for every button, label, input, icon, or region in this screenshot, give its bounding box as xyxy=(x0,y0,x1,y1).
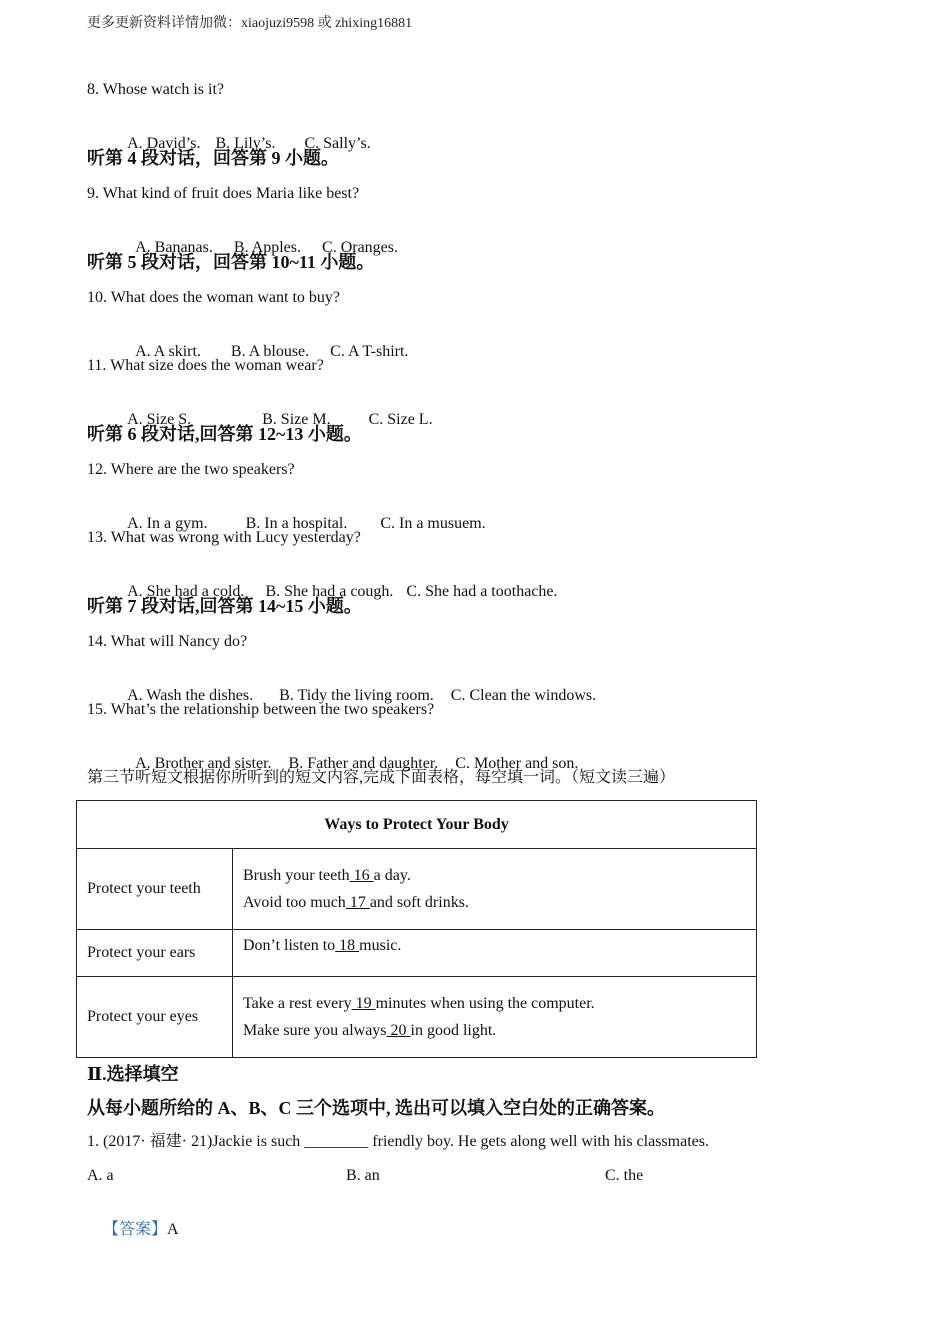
option-c: C. A T-shirt. xyxy=(330,343,409,360)
practice-option-c: C. the xyxy=(605,1167,644,1184)
option-b: B. Father and daughter. xyxy=(288,755,439,772)
row-label-eyes: Protect your eyes xyxy=(77,977,233,1058)
option-c: C. Mother and son. xyxy=(455,755,579,772)
answer-value: A xyxy=(167,1221,179,1238)
option-a: A. Wash the dishes. xyxy=(127,687,254,704)
question-13: 13. What was wrong with Lucy yesterday? xyxy=(87,529,361,546)
option-b: B. Size M. xyxy=(262,411,331,428)
section-5-heading: 听第 5 段对话，回答第 10~11 小题。 xyxy=(87,252,375,272)
question-12: 12. Where are the two speakers? xyxy=(87,461,295,478)
option-b: B. In a hospital. xyxy=(245,515,348,532)
blank-19: 19 xyxy=(351,994,376,1012)
row-content-teeth: Brush your teeth 16 a day. Avoid too much 17 and soft drinks. xyxy=(233,849,757,930)
option-c: C. Oranges. xyxy=(322,239,398,256)
question-11: 11. What size does the woman wear? xyxy=(87,357,324,374)
option-c: C. Sally’s. xyxy=(304,135,371,152)
option-a: A. She had a cold. xyxy=(127,583,245,600)
option-b: B. She had a cough. xyxy=(265,583,394,600)
option-a: A. A skirt. xyxy=(135,343,201,360)
option-c: C. She had a toothache. xyxy=(406,583,558,600)
option-c: C. Clean the windows. xyxy=(450,687,597,704)
section-4-heading: 听第 4 段对话，回答第 9 小题。 xyxy=(87,148,339,168)
row-content-eyes: Take a rest every 19 minutes when using the computer. Make sure you always 20 in good light. xyxy=(233,977,757,1058)
part-2-instructions: 从每小题所给的 A、B、C 三个选项中, 选出可以填入空白处的正确答案。 xyxy=(87,1098,666,1118)
question-9: 9. What kind of fruit does Maria like best? xyxy=(87,185,360,202)
practice-option-a: A. a xyxy=(87,1167,114,1184)
option-c: C. Size L. xyxy=(368,411,433,428)
blank-18: 18 xyxy=(335,936,360,954)
blank-20: 20 xyxy=(386,1021,411,1039)
option-a: A. Bananas. xyxy=(135,239,213,256)
row-label-ears: Protect your ears xyxy=(77,930,233,977)
option-a: A. Brother and sister. xyxy=(135,755,272,772)
practice-question-1: 1. (2017· 福建· 21)Jackie is such ________ friendly boy. He gets along well with his classmates. xyxy=(87,1133,709,1150)
option-b: B. Tidy the living room. xyxy=(279,687,434,704)
option-b: B. Apples. xyxy=(233,239,302,256)
question-10: 10. What does the woman want to buy? xyxy=(87,289,340,306)
option-b: B. Lily’s. xyxy=(215,135,276,152)
answer-label: 【答案】 xyxy=(103,1221,168,1238)
page-header: 更多更新资料详情加微：xiaojuzi9598 或 zhixing16881 xyxy=(87,16,413,31)
question-15: 15. What’s the relationship between the two speakers? xyxy=(87,701,435,718)
option-a: A. In a gym. xyxy=(127,515,208,532)
blank-16: 16 xyxy=(349,866,374,884)
blank-17: 17 xyxy=(345,893,370,911)
ways-table xyxy=(76,800,757,1058)
option-c: C. In a musuem. xyxy=(380,515,486,532)
practice-option-b: B. an xyxy=(346,1167,380,1184)
section-7-heading: 听第 7 段对话,回答第 14~15 小题。 xyxy=(87,596,362,616)
question-8: 8. Whose watch is it? xyxy=(87,81,225,98)
section-3-instructions: 第三节听短文根据你所听到的短文内容,完成下面表格，每空填一词。（短文读三遍） xyxy=(87,769,676,786)
option-a: A. David’s. xyxy=(127,135,201,152)
section-6-heading: 听第 6 段对话,回答第 12~13 小题。 xyxy=(87,424,362,444)
answer-line xyxy=(87,1200,179,1260)
option-a: A. Size S. xyxy=(127,411,192,428)
table-title: Ways to Protect Your Body xyxy=(77,801,757,849)
part-2-title: Ⅱ.选择填空 xyxy=(87,1064,179,1084)
row-content-ears: Don’t listen to 18 music. xyxy=(233,930,757,977)
question-14: 14. What will Nancy do? xyxy=(87,633,248,650)
option-b: B. A blouse. xyxy=(230,343,310,360)
row-label-teeth: Protect your teeth xyxy=(77,849,233,930)
